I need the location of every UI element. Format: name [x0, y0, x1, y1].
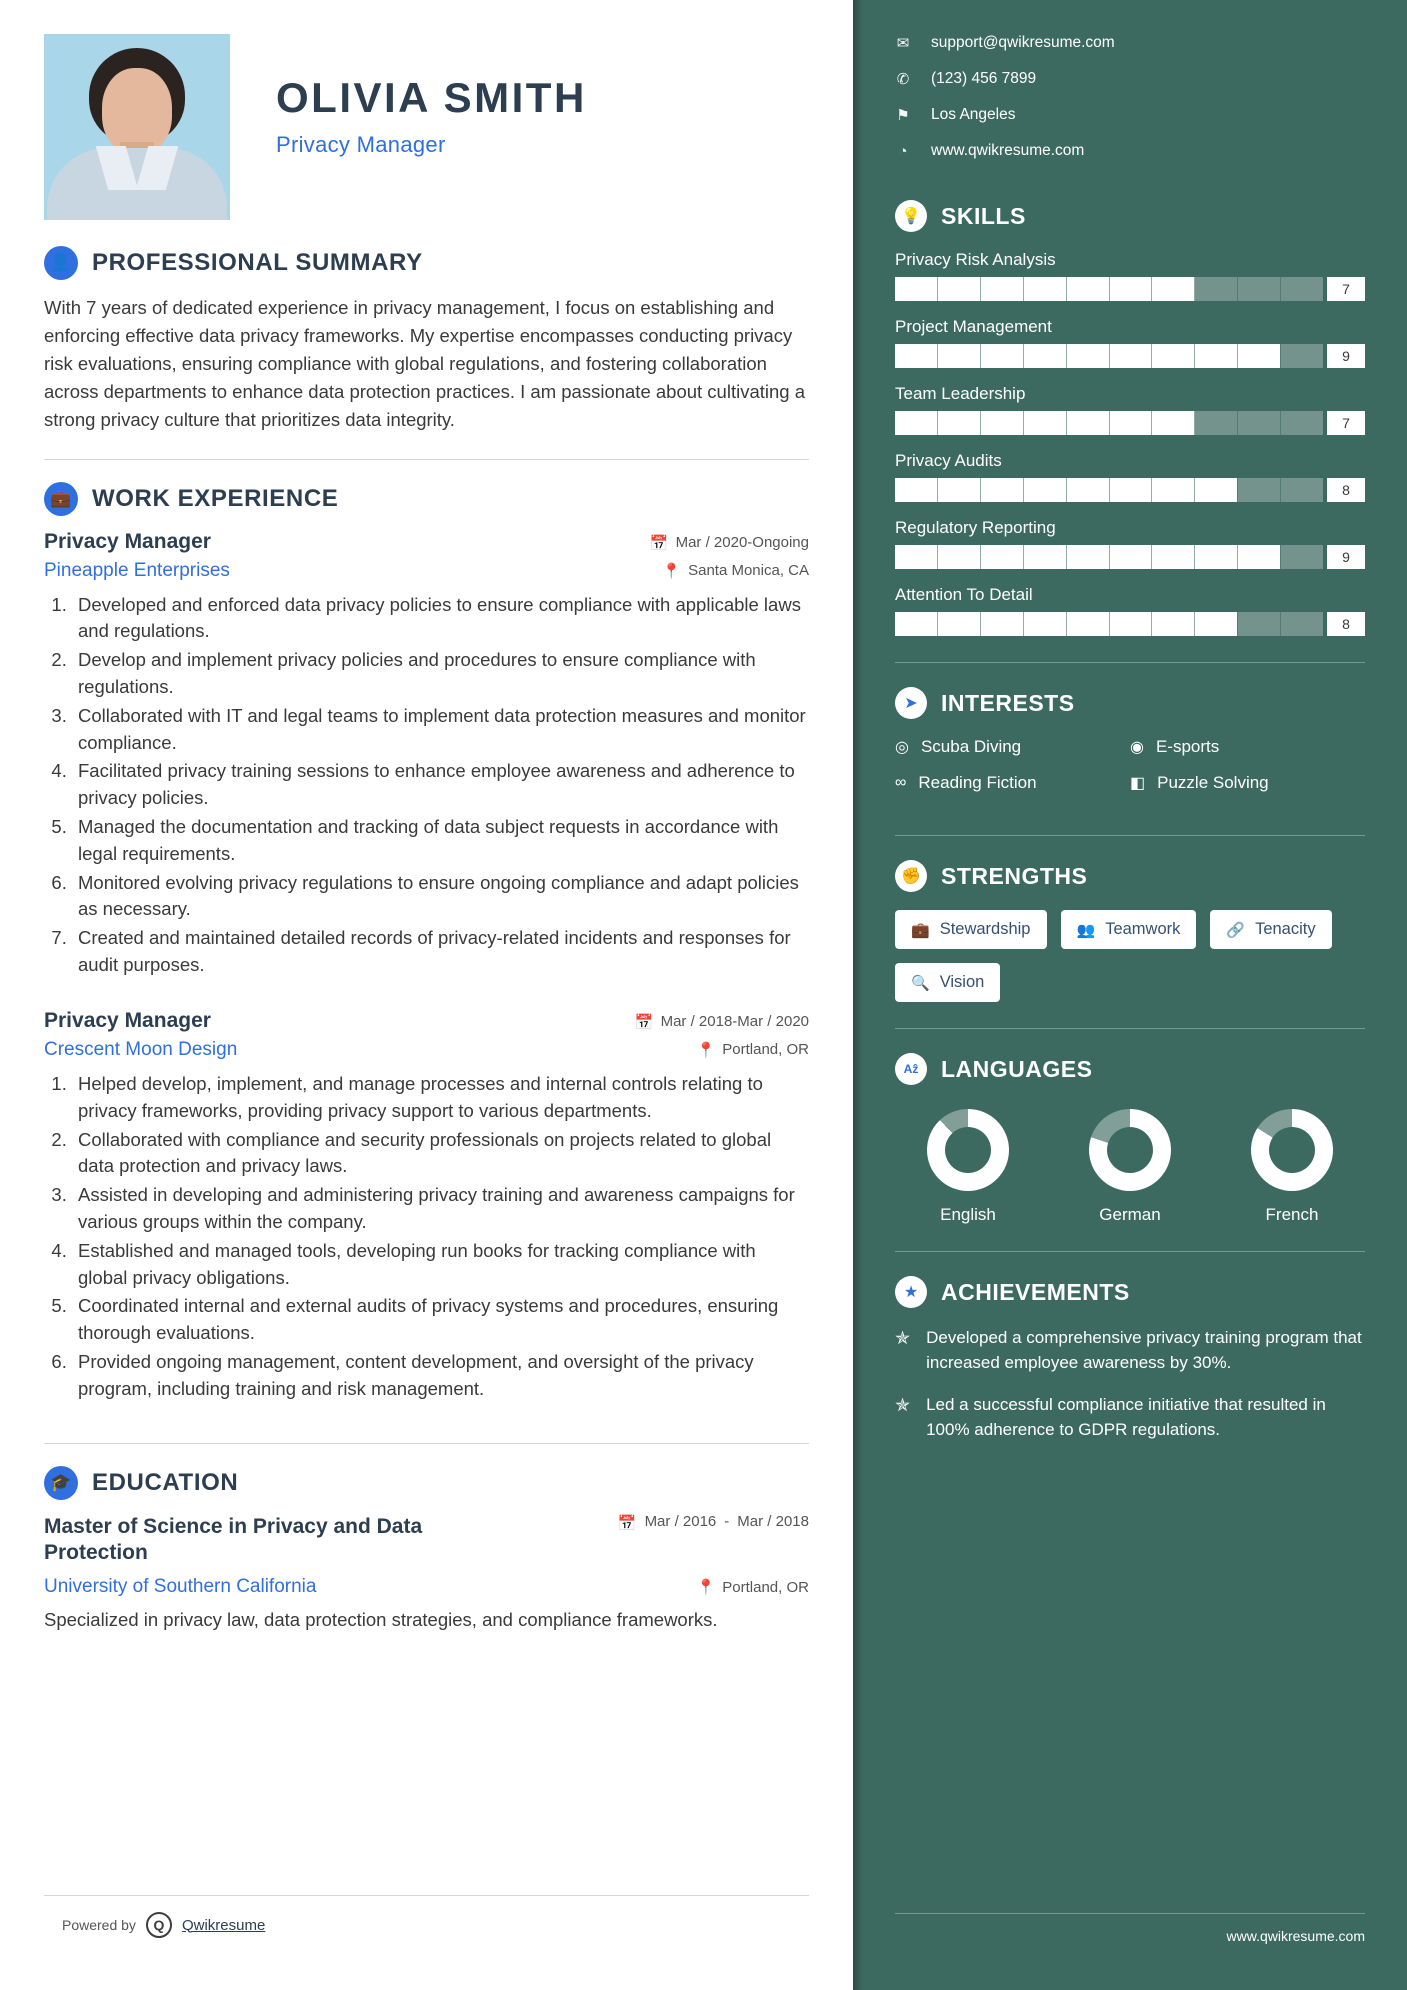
divider [895, 662, 1365, 663]
location-icon: 📍 [696, 1579, 716, 1597]
skills-heading: SKILLS [941, 202, 1026, 229]
calendar-icon: 📅 [649, 534, 669, 552]
skill-bar [895, 344, 1323, 368]
skill-label: Privacy Risk Analysis [895, 250, 1056, 269]
user-icon: 👤 [44, 246, 78, 280]
briefcase-icon: 💼 [911, 921, 930, 939]
location-icon: 📍 [662, 562, 682, 580]
contact-location [895, 106, 1365, 124]
footer-site-url[interactable]: www.qwikresume.com [1226, 1928, 1365, 1944]
resume-header [44, 34, 809, 220]
strength-label: Tenacity [1255, 920, 1316, 938]
list-item: 6. Provided ongoing management, content development, and oversight of the privacy program, including training and risk management. [72, 1349, 809, 1403]
contact-email[interactable] [895, 34, 1365, 52]
strength-label: Stewardship [939, 920, 1031, 938]
graduation-icon: 🎓 [44, 1466, 78, 1500]
list-item: 4. Established and managed tools, developing run books for tracking compliance with global privacy obligations. [72, 1238, 809, 1292]
language-item [1227, 1109, 1357, 1225]
strength-item [895, 963, 1000, 1002]
team-icon: 👥 [1076, 921, 1096, 939]
avatar [44, 34, 230, 220]
contact-website[interactable] [895, 142, 1365, 160]
lightbulb-icon: 💡 [895, 200, 927, 232]
skill-bar [895, 545, 1323, 569]
interest-label: E-sports [1155, 737, 1220, 756]
brand-logo-icon: Q [146, 1912, 172, 1938]
skill-label: Regulatory Reporting [895, 518, 1056, 537]
achievements-list [895, 1326, 1365, 1443]
interest-label: Reading Fiction [918, 773, 1037, 792]
skill-value: 8 [1327, 612, 1365, 636]
job-dates: 📅 Mar / 2018-Mar / 2020 [634, 1013, 809, 1031]
divider [895, 835, 1365, 836]
list-item: 5. Coordinated internal and external audits of privacy systems and procedures, ensuring thorough evaluations. [72, 1293, 809, 1347]
section-header-achievements [895, 1276, 1365, 1308]
language-donut [927, 1109, 1009, 1191]
section-header-experience [44, 482, 809, 516]
binoculars-icon: 🔍 [911, 974, 930, 992]
job-role-subtitle: Privacy Manager [276, 132, 446, 157]
calendar-icon: 📅 [617, 1514, 637, 1532]
fist-icon: ✊ [895, 860, 927, 892]
column-shadow [853, 0, 863, 1990]
section-header-strengths [895, 860, 1365, 892]
education-date-separator: - [724, 1513, 730, 1531]
language-label: German [1099, 1205, 1161, 1224]
skill-value: 7 [1327, 411, 1365, 435]
divider [895, 1251, 1365, 1252]
star-badge-icon: ✯ [895, 1328, 911, 1348]
star-badge-icon: ✯ [895, 1395, 911, 1416]
language-donut [1089, 1109, 1171, 1191]
interest-label: Scuba Diving [920, 737, 1022, 756]
skill-label: Project Management [895, 317, 1052, 336]
star-icon: ★ [895, 1276, 927, 1308]
list-item: 1. Helped develop, implement, and manage processes and internal controls relating to privacy frameworks, providing privacy support to various departments. [72, 1071, 809, 1125]
job-bullets [72, 1071, 809, 1403]
language-item [1065, 1109, 1195, 1225]
skill-value: 7 [1327, 277, 1365, 301]
contact-email-value: support@qwikresume.com [931, 34, 1115, 51]
education-item [44, 1514, 809, 1567]
footer-right [895, 1913, 1365, 1944]
skill-bar [895, 612, 1323, 636]
scuba-icon: ◎ [895, 739, 909, 756]
skill-bar [895, 277, 1323, 301]
esports-icon: ◉ [1130, 739, 1144, 756]
job-title: Privacy Manager [44, 1008, 211, 1032]
job-dates: 📅 Mar / 2020-Ongoing [649, 534, 809, 552]
degree-title: Master of Science in Privacy and Data Protection [44, 1514, 423, 1564]
achievement-item [895, 1393, 1365, 1442]
globe-icon: ◔ [898, 142, 908, 160]
company-name: Pineapple Enterprises [44, 559, 230, 581]
job-bullets [72, 592, 809, 979]
summary-text: With 7 years of dedicated experience in privacy management, I focus on establishing and enforcing effective data privacy frameworks. My expertise encompasses conducting privacy risk evaluations, ensuring compliance with global regulations, and fostering collaboration across departments to enhance data protection practices. I am passionate about cultivating a strong privacy culture that prioritizes data integrity. [44, 297, 806, 431]
interests-heading: INTERESTS [941, 689, 1075, 716]
experience-heading: WORK EXPERIENCE [92, 484, 339, 512]
skill-item [895, 317, 1365, 368]
list-item: 6. Monitored evolving privacy regulations to ensure ongoing compliance and adapt policies as necessary. [72, 870, 809, 924]
resume-sidebar [853, 0, 1407, 1990]
education-date-end: Mar / 2018 [737, 1513, 809, 1531]
interest-item [1130, 773, 1365, 793]
strengths-heading: STRENGTHS [941, 862, 1088, 889]
strength-label: Teamwork [1105, 920, 1181, 938]
location-icon: 📍 [696, 1041, 716, 1059]
education-location: 📍 Portland, OR [696, 1578, 809, 1597]
section-header-education [44, 1466, 809, 1500]
experience-item [44, 530, 809, 979]
list-item: 5. Managed the documentation and tracking of data subject requests in accordance with legal requirements. [72, 814, 809, 868]
skill-item [895, 451, 1365, 502]
briefcase-icon: 💼 [44, 482, 78, 516]
divider [895, 1028, 1365, 1029]
brand-link[interactable]: Qwikresume [181, 1916, 266, 1934]
list-item: 2. Collaborated with compliance and security professionals on projects related to global data protection and privacy laws. [72, 1127, 809, 1181]
translate-icon: Aẑ [895, 1053, 927, 1085]
languages-heading: LANGUAGES [941, 1055, 1093, 1082]
school-name: University of Southern California [44, 1576, 317, 1598]
skill-bar [895, 411, 1323, 435]
job-title: Privacy Manager [44, 529, 211, 553]
interest-item [895, 773, 1130, 793]
job-location: 📍 Santa Monica, CA [662, 562, 809, 580]
education-date-start: Mar / 2016 [644, 1513, 717, 1531]
section-header-languages [895, 1053, 1365, 1085]
contact-website-value: www.qwikresume.com [931, 142, 1085, 159]
skill-item [895, 518, 1365, 569]
language-donut [1251, 1109, 1333, 1191]
skill-item [895, 585, 1365, 636]
summary-heading: PROFESSIONAL SUMMARY [92, 249, 423, 276]
link-icon: 🔗 [1226, 921, 1246, 939]
section-header-summary [44, 246, 809, 280]
skill-item [895, 250, 1365, 301]
skill-label: Attention To Detail [895, 585, 1033, 604]
strengths-list [895, 910, 1365, 1002]
skill-value: 9 [1327, 344, 1365, 368]
list-item: 2. Develop and implement privacy policies and procedures to ensure compliance with regulations. [72, 647, 809, 701]
education-dates [618, 1514, 809, 1532]
contact-list [895, 34, 1365, 160]
list-item: 3. Collaborated with IT and legal teams to implement data protection measures and monitor compliance. [72, 703, 809, 757]
phone-icon: ✆ [896, 71, 910, 88]
interest-item [895, 737, 1130, 757]
skill-value: 8 [1327, 478, 1365, 502]
strength-item [895, 910, 1047, 949]
education-description: Specialized in privacy law, data protection strategies, and compliance frameworks. [44, 1609, 718, 1631]
contact-location-value: Los Angeles [931, 106, 1016, 123]
page-title: OLIVIA SMITH [276, 74, 587, 121]
interest-label: Puzzle Solving [1157, 773, 1269, 792]
job-location: 📍 Portland, OR [696, 1041, 809, 1059]
list-item: 7. Created and maintained detailed records of privacy-related incidents and responses for audit purposes. [72, 925, 809, 979]
skill-label: Privacy Audits [895, 451, 1002, 470]
paper-plane-icon: ➤ [895, 687, 927, 719]
contact-phone[interactable] [895, 70, 1365, 88]
list-item: 1. Developed and enforced data privacy policies to ensure compliance with applicable laws and regulations. [72, 592, 809, 646]
strength-item [1061, 910, 1197, 949]
location-icon: ⚑ [896, 107, 910, 124]
strength-label: Vision [939, 973, 985, 991]
skill-bar [895, 478, 1323, 502]
puzzle-icon: ◧ [1130, 775, 1146, 792]
skill-item [895, 384, 1365, 435]
email-icon: ✉ [896, 35, 910, 52]
achievement-item [895, 1326, 1365, 1375]
footer-left [44, 1895, 809, 1938]
achievements-heading: ACHIEVEMENTS [941, 1278, 1130, 1305]
interest-item [1130, 737, 1365, 757]
languages-list [895, 1103, 1365, 1225]
contact-phone-value: (123) 456 7899 [931, 70, 1037, 87]
achievement-text: Led a successful compliance initiative that resulted in 100% adherence to GDPR regulations. [926, 1395, 1326, 1439]
strength-item [1210, 910, 1331, 949]
skill-label: Team Leadership [895, 384, 1026, 403]
powered-by-label: Powered by [62, 1917, 136, 1933]
divider [44, 459, 809, 460]
calendar-icon: 📅 [634, 1013, 654, 1031]
experience-item [44, 1009, 809, 1403]
list-item: 4. Facilitated privacy training sessions to enhance employee awareness and adherence to privacy policies. [72, 758, 809, 812]
achievement-text: Developed a comprehensive privacy training program that increased employee awareness by 30%. [926, 1328, 1362, 1372]
list-item: 3. Assisted in developing and administering privacy training and awareness campaigns for various groups within the company. [72, 1182, 809, 1236]
company-name: Crescent Moon Design [44, 1038, 238, 1060]
glasses-icon: ∞ [895, 774, 907, 791]
language-label: English [940, 1205, 996, 1224]
language-item [903, 1109, 1033, 1225]
education-heading: EDUCATION [92, 1468, 239, 1496]
divider [44, 1443, 809, 1444]
section-header-skills [895, 200, 1365, 232]
interests-list [895, 737, 1365, 809]
language-label: French [1265, 1205, 1319, 1224]
section-header-interests [895, 687, 1365, 719]
skill-value: 9 [1327, 545, 1365, 569]
skills-list [895, 250, 1365, 636]
